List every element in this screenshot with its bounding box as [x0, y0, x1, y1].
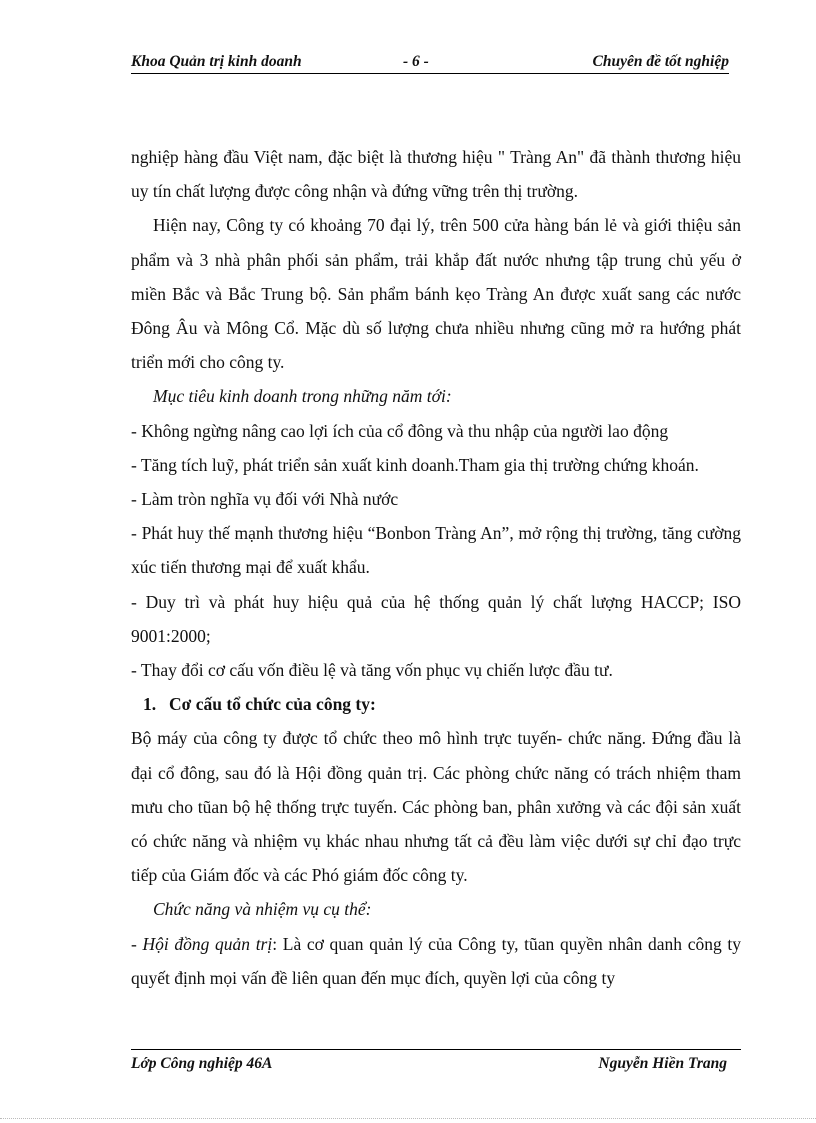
paragraph-distribution: Hiện nay, Công ty có khoảng 70 đại lý, trên 500 cửa hàng bán lẻ và giới thiệu sản phẩm và 3 nhà phân phối sản phẩm, trải khắp đất nước nhưng tập trung chủ yếu ở miền Bắc và Bắc Trung bộ. Sản phẩm bánh kẹo Tràng An được xuất sang các nước Đông Âu và Mông Cổ. Mặc dù số lượng chưa nhiều nhưng cũng mở ra hướng phát triển mới cho công ty. [131, 215, 741, 373]
page-body [131, 140, 741, 995]
goal-item: - Tăng tích luỹ, phát triển sản xuất kinh doanh.Tham gia thị trường chứng khoán. [131, 454, 699, 475]
page-footer [131, 1055, 727, 1075]
footer-class: Lớp Công nghiệp 46A [131, 1055, 273, 1072]
footer-author: Nguyễn Hiền Trang [598, 1055, 727, 1072]
section-number: 1. [143, 694, 157, 715]
header-page-number: - 6 - [403, 53, 429, 70]
goal-item: - Không ngừng nâng cao lợi ích của cổ đông và thu nhập của người lao động [131, 420, 669, 441]
paragraph-organization: Bộ máy của công ty được tổ chức theo mô hình trực tuyến- chức năng. Đứng đầu là đại cổ đông, sau đó là Hội đồng quản trị. Các phòng chức năng có trách nhiệm tham mưu cho tũan bộ hệ thống trực tuyến. Các phòng ban, phân xưởng và các đội sản xuất có chức năng và nhiệm vụ khác nhau nhưng tất cả đều làm việc dưới sự chỉ đạo trực tiếp của Giám đốc và các Phó giám đốc công ty. [131, 728, 741, 886]
goal-item: - Phát huy thế mạnh thương hiệu “Bonbon Tràng An”, mở rộng thị trường, tăng cường xúc tiến thương mại để xuất khẩu. [131, 523, 741, 578]
functions-title: Chức năng và nhiệm vụ cụ thể: [153, 899, 372, 920]
goal-item: - Làm tròn nghĩa vụ đối với Nhà nước [131, 489, 399, 510]
section-heading [131, 687, 741, 721]
header-department: Khoa Quản trị kinh doanh [131, 53, 302, 70]
goals-title: Mục tiêu kinh doanh trong những năm tới: [153, 386, 452, 407]
section-title: Cơ cấu tổ chức của công ty: [169, 694, 376, 715]
page-bottom-edge [0, 1118, 816, 1119]
goal-item: - Duy trì và phát huy hiệu quả của hệ thống quản lý chất lượng HACCP; ISO 9001:2000; [131, 591, 741, 646]
function-item-prefix: - [131, 933, 143, 954]
function-item-term: Hội đồng quản trị [142, 933, 273, 954]
paragraph-brand: nghiệp hàng đầu Việt nam, đặc biệt là thương hiệu " Tràng An" đã thành thương hiệu uy tín chất lượng được công nhận và đứng vững trên thị trường. [131, 147, 741, 202]
page-header [131, 53, 729, 74]
function-item-text: : Là cơ quan quản lý của Công ty, tũan quyền nhân danh công ty quyết định mọi vấn đề liên quan đến mục đích, quyền lợi của công ty [131, 933, 741, 988]
footer-divider [131, 1049, 741, 1050]
header-document-type: Chuyên đề tốt nghiệp [592, 53, 729, 70]
goal-item: - Thay đổi cơ cấu vốn điều lệ và tăng vốn phục vụ chiến lược đầu tư. [131, 660, 613, 681]
function-item [131, 927, 741, 995]
